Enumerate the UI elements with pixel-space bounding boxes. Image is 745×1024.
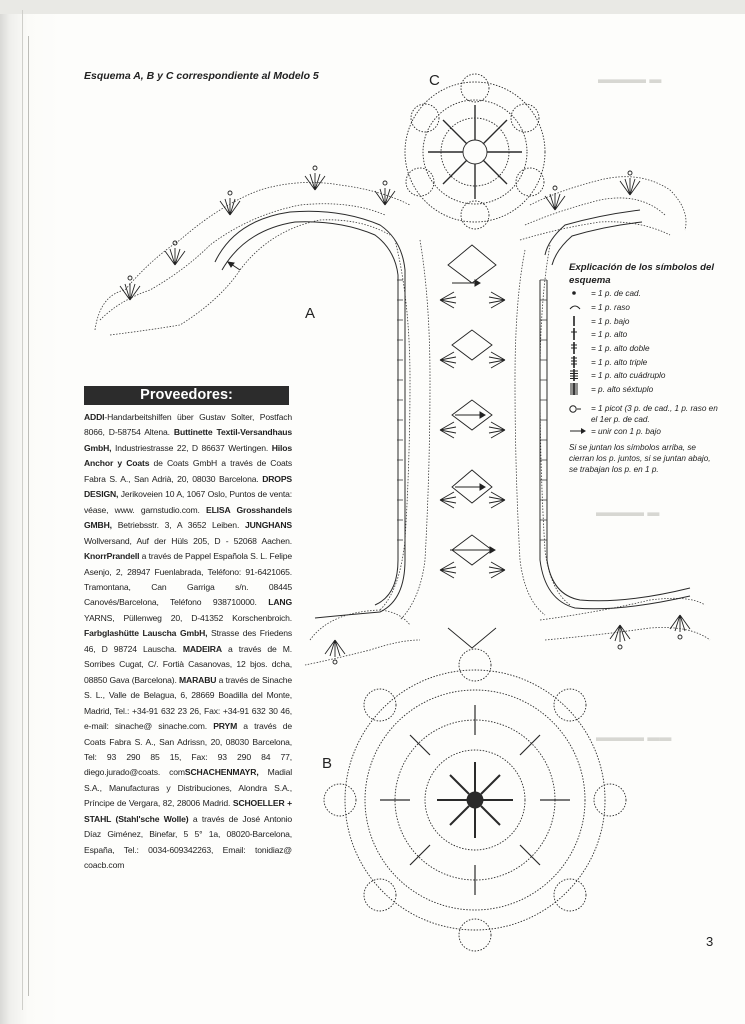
provider-details: Madial S.A., Manufacturas y Distribuciones, Alondra S.A., Príncipe de Vergara, 82, 28006 Madrid. [84,767,292,809]
provider-details: a través de M. Sorribes Cugat, C/. Fortià Casanovas, 12 bjos. dcha, 08850 Gava (Barcelona). [84,643,292,685]
provider-name: MARABU [179,674,217,685]
provider-name: LANG [268,597,292,608]
stitch-bar4-icon [569,356,589,369]
arrow-icon [569,425,589,438]
label-a: A [305,305,316,322]
stitch-bar2-icon [569,328,589,341]
stitch-bar5-icon [569,369,589,382]
provider-name: SCHACHENMAYR, [184,767,259,778]
picot-icon [569,403,589,416]
providers-text [84,410,292,874]
legend-join-row [569,425,719,439]
stitch-bar3-icon [569,342,589,355]
provider-name: Hilos Anchor y Coats [84,442,292,469]
legend-item-text: = 1 p. bajo [591,316,630,326]
stitch-bar6-icon [569,383,589,396]
provider-name: KnorrPrandell [84,551,140,562]
page-header: Esquema A, B y C correspondiente al Modelo 5 [84,70,319,82]
legend-picot-text: = 1 picot (3 p. de cad., 1 p. raso en el 1er p. de cad. [591,403,718,424]
provider-name: SCHOELLER + STAHL (Stahl'sche Wolle) [84,798,292,824]
legend-title: Explicación de los símbolos del esquema [569,262,715,286]
provider-details: Strasse des Friedens 46, D 98724 Lauscha. [84,628,292,654]
legend-item [569,342,719,356]
provider-details: Betriebsstr. 3, A 3652 Leiben. [111,520,245,531]
stitch-arc-icon [569,301,589,314]
providers-title: Proveedores: [84,386,289,405]
ghost-text: ▬▬▬▬ ▬ [598,72,662,86]
provider-name: PRYM [213,721,238,732]
legend-items [569,287,719,397]
label-c: C [429,72,440,89]
label-b: B [322,755,333,772]
ghost-text: ▬▬▬▬ ▬▬ [596,730,672,744]
provider-details: a través de Coats Fabra S. A., San Adrissn, 20, 08030 Barcelona, Tel: 93 290 85 15, Fax: 93 290 84 77, diego.jurado@coats. com [84,721,292,778]
provider-details: a través de Sinache S. L., Valle de Belagua, 6, 28669 Boadilla del Monte, Madrid, Tel.: +34-91 632 23 26, Fax: +34-91 632 30 46, e-mail: sinache@ sinache.com. [84,674,292,732]
provider-details: -Handarbeitshilfen über Gustav Solter, Postfach 8066, D-58754 Altena. [84,412,292,438]
legend-item-text: = 1 p. alto cuádruplo [591,371,666,381]
symbol-legend [569,262,719,475]
provider-details: YARNS, Püllenweg 20, D-41352 Korschenbroich. [84,612,292,623]
provider-details: a través de José Antonio Díaz Giménez, Binefar, 5 5° 1a, 08020-Barcelona, España, Tel.: 0034-609342263, Email: tonidiaz@ coacb.com [84,813,292,871]
provider-details: Industriestrasse 22, D 86637 Wertingen. [111,442,272,453]
stitch-dot-icon [569,287,589,300]
legend-item-text: = 1 p. raso [591,303,630,313]
legend-item [569,328,719,342]
legend-item [569,383,719,397]
page-number: 3 [706,934,714,949]
ghost-text: ▬▬▬▬ ▬ [596,505,660,519]
legend-item [569,369,719,383]
legend-item [569,314,719,328]
provider-name: DROPS DESIGN, [84,473,292,500]
stitch-bar1-icon [569,315,589,328]
provider-name: ELISA Grosshandels GMBH, [84,504,292,531]
legend-item-text: = 1 p. alto triple [591,357,648,367]
provider-name: Farbglashütte Lauscha GmbH, [84,628,208,639]
provider-name: MADEIRA [182,643,222,654]
provider-name: ADDI [84,412,105,422]
legend-join-text: = unir con 1 p. bajo [591,426,661,436]
legend-note: Si se juntan los símbolos arriba, se cierran los p. juntos, si se juntan abajo, se trabajan los p. en 1 p. [569,443,711,475]
legend-item [569,355,719,369]
legend-item-text: = p. alto séxtuplo [591,385,654,395]
provider-details: Jerikoveien 10 A, 1067 Oslo, Puntos de venta: véase, www. garnstudio.com. [84,489,292,515]
legend-picot-row [569,403,719,425]
provider-details: Wollversand, Auf der Hüls 205, D - 52068 Aachen. [84,535,292,546]
legend-item [569,287,719,301]
provider-name: Buttinette Textil-Versandhaus GmbH, [84,427,292,453]
legend-item-text: = 1 p. alto doble [591,344,650,354]
legend-item [569,301,719,315]
provider-name: JUNGHANS [244,520,292,531]
provider-details: de Coats GmbH a través de Coats Fabra S. A., San Adrià, 20, 08030 Barcelona. [84,458,292,484]
legend-item-text: = 1 p. alto [591,330,628,340]
legend-item-text: = 1 p. de cad. [591,289,641,299]
provider-details: a través de Pappel Española S. L. Felipe Asenjo, 2, 28947 Fuenlabrada, Teléfono: 91-6421065. Tramontana, Can Garriga s/n. 08445 Canovés/Barcelona, Teléfono 938710000. [84,551,292,608]
